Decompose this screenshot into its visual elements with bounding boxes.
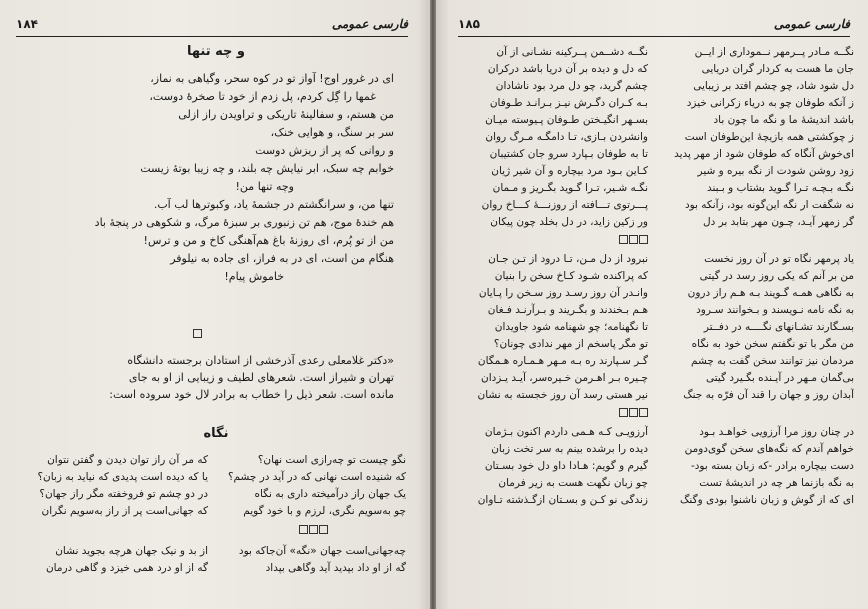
verse-line: ور زکین زاید، در دل بخلد چون پیکان [490, 216, 648, 228]
verse-line: نیر هستی رسد آن روز خجسته به نشان [477, 389, 648, 401]
verse-line: گـر سـپارند ره بـه مـهر هـمـاره هـمگان [477, 355, 648, 367]
verse-line: تا به طوفان بـپارد سرو جان کشتیبان [489, 148, 648, 160]
verse-line: نبرود از دل مـن، تـا درود از تـن جـان [488, 253, 648, 265]
verse-line: نگــه دشــمن پــرکینه نشـانی از آن [496, 46, 648, 58]
verse-line: بـه کـران دگـرش نیـز بـرانـد طـوفان [489, 97, 648, 109]
verse-line: ای که از گوش و زبان ناشنوا بودی وگنگ [680, 494, 854, 506]
square-ornament-icon [193, 329, 202, 338]
verse-separator [220, 523, 406, 540]
verse-line: نه شگفت ار نگه این‌گونه بود، زآنکه بود [684, 199, 854, 211]
verse-line: که دل و دیده بر آن دریا باشد درکران [487, 63, 648, 75]
poem-line: هم خندهٔ موج، هم تن زنبوری بر سبزهٔ مرگ، و شکوهی در پنجهٔ باد [94, 216, 394, 229]
verse-line: وانشردن بـازی، تـا دامگـه مـرگ روان [485, 131, 648, 143]
poem-line: ای در غرور اوج! آواز تو در کوه سحر، وگیاهی به نماز، [150, 72, 394, 85]
left-page-header [16, 14, 408, 34]
author-intro [24, 352, 394, 403]
verse-line: ز آنکه طوفان چو به دریاء زکرانی خیزد [686, 97, 854, 109]
poem-line: وچه تنها من! [235, 180, 294, 193]
right-header-rule [458, 36, 850, 37]
verse-separator [458, 233, 648, 247]
right-page-header [458, 14, 850, 34]
verse-line: دیده را برشده بینم به سر تخت زبان [491, 443, 648, 455]
verse-line: که شنیده است نهانی که در آید در چشم؟ [227, 471, 406, 483]
poem-line: هنگام من است، ای در به فراز، ای جاده به نیلوفر [170, 252, 394, 265]
triple-square-ornament-icon [619, 408, 648, 417]
verse-line: چه‌جهانی‌است جهان «نگه» آن‌جاکه بود [238, 545, 406, 557]
verse-line: مردمان نیز توانند سخن گفت به چشم [691, 355, 854, 367]
verse-line: گه از او درد همی خیزد و گاهی درمان [45, 562, 208, 574]
left-header-rule [16, 36, 408, 37]
intro-line: «دکتر غلامعلی رعدی آذرخشی از استادان برجسته دانشگاه [127, 354, 394, 367]
verse-line: نگـه بـچـه تـرا گـوید بشتاب و بـبند [706, 182, 854, 194]
verse-line: یا که دیده است پدیدی که نیاید به زبان؟ [37, 471, 208, 483]
verse-line: بسـگارند تشـانهای نگــــه در دفــتر [703, 321, 854, 333]
verse-line: چشم گرید، چو دل مرد بود ناشادان [495, 80, 648, 92]
poem-line: و روانی که پر از ریزش دوست [255, 144, 394, 157]
verse-line: ز چوکشتی همه بازیچهٔ این‌طوفان است [684, 131, 854, 143]
verse-line: تا نگهنامه؛ چو شهنامه شود جاویدان [494, 321, 648, 333]
section-separator [193, 323, 202, 342]
verse-line: دست بیچاره برادر -که زبان بسته بود- [690, 460, 854, 472]
poem-line: من از تو پُرم، ای روزنهٔ باغ هم‌آهنگی کاخ و من و ترس! [143, 234, 394, 247]
verse-line: گر زمهر آیـد، چـون مهر بتابد بر دل [702, 216, 854, 228]
right-header-title: فارسی عمومی [773, 17, 850, 31]
right-page-number: ۱۸۵ [458, 17, 480, 31]
intro-line: مانده است. شعر ذیل را خطاب به برادر لال خود سروده است: [109, 388, 394, 401]
left-page [0, 0, 430, 609]
verse-line: هـم بـخندند و بگـریند و بـرآرنـد فـغان [487, 304, 648, 316]
poem-subtitle: نگاه [203, 426, 229, 441]
poem-body [24, 70, 394, 286]
verse-line: گه از او داد بپدید آید وگاهی بپداد [265, 562, 406, 574]
verse-line: تو مگر پاسخم از مهر ندادی چونان؟ [493, 338, 648, 350]
right-verse-columns [458, 44, 854, 509]
verse-line: که پراکنده شـود کـاخ سخن را بنیان [494, 270, 648, 282]
verse-line: که مر آن راز توان دیدن و گفتن نتوان [47, 454, 208, 466]
left-page-number: ۱۸۴ [16, 17, 38, 31]
verse-line: جان ما هست به کردار گران دریایی [701, 63, 854, 75]
right-verse-column-right [664, 44, 854, 509]
verse-line: کـاین بـود مرد بیچاره و آن شیر ژیان [491, 165, 648, 177]
poem-line: غمها را گِل کردم، پل زدم از خود تا صخرهٔ دوست، [149, 90, 376, 103]
poem-line: من هستم، و سفالینهٔ تاریکی و تراویدن راز ازلی [178, 108, 394, 121]
poem-line: خاموش پیام! [224, 270, 284, 283]
verse-line: بسـهر انگیـختن طـوفان پـیوسته میـان [485, 114, 648, 126]
verse-columns [22, 452, 406, 577]
verse-line: آرزویـی کـه هـمی داردم اکنون بـژمان [484, 426, 648, 438]
verse-line: زود روشن شودت از نگه بیره و شیر [697, 165, 854, 177]
verse-line: بی‌گمان مـهر در آیـنده بگـیرد گیتی [705, 372, 854, 384]
verse-separator-spacer [664, 406, 854, 420]
verse-line: زندگی نو کـن و بسـتان ازگـذشته تـاوان [477, 494, 648, 506]
verse-line: گیرم و گویم: هـادا داو دل خود بسـتان [484, 460, 648, 472]
verse-line: دل شود شاد، چو چشم افتد بر زیبایی [693, 80, 854, 92]
verse-separator [458, 406, 648, 420]
verse-line: خواهم آندم که نگه‌های سخن گوی‌دومن [684, 443, 854, 455]
poem-line: سر بر سنگ، و هوایی خنک، [270, 126, 394, 139]
verse-line: من بر آنم که یکی روز رسد در گیتی [699, 270, 854, 282]
triple-square-ornament-icon [619, 235, 648, 244]
verse-line: نگو چیست تو چه‌رازی است نهان؟ [257, 454, 406, 466]
verse-line: به نگه بازنما هر چه در اندیشهٔ تست [699, 477, 854, 489]
verse-line: یک جهان راز درآمیخته داری به نگاه [254, 488, 406, 500]
verse-line: نگــه مـادر پــرمهر نــموداری از ایــن [694, 46, 854, 58]
verse-line: به نگاهی همـه گـویند بـه هـم راز درون [687, 287, 854, 299]
verse-line: چو به‌سویم نگری، لرزم و با خود گویم [243, 505, 406, 517]
poem-title: و چه تنها [186, 44, 246, 59]
verse-column-right [220, 452, 406, 577]
right-page [436, 0, 868, 609]
verse-line: باشد اندیشهٔ ما و نگه ما چون باد [713, 114, 854, 126]
verse-line: که جهانی‌است پر از راز به‌سویم نگران [41, 505, 208, 517]
verse-line: آبدان روز و جهان را قند آن فرّه به جنگ [683, 389, 854, 401]
poem-line: خوابم چه سبک، ابر نیایش چه بلند، و چه زیبا بوتهٔ زیست [140, 162, 394, 175]
verse-line: نگـه شـیر، تـرا گـوید بگـریز و مـمان [492, 182, 648, 194]
verse-separator-spacer [664, 233, 854, 247]
verse-line: به نگه نامه نـویسند و بـخوانند سـرود [696, 304, 854, 316]
verse-line: چـیره بـر اهـرمن خـیره‌سر، آیـد یـزدان [481, 372, 648, 384]
verse-line: وانـدر آن روز رسـد روز سـخن را پـایان [478, 287, 648, 299]
verse-column-left [22, 452, 208, 577]
verse-line: از بد و نیک جهان هرچه بجوید نشان [55, 545, 208, 557]
intro-line: تهران و شیراز است. شعرهای لطیف و زیبایی از او به جای [128, 371, 394, 384]
verse-line: در چنان روز مرا آرزویی خواهـد بـود [699, 426, 854, 438]
poem-line: تنها من، و سرانگشتم در جشمهٔ یاد، وکبوترها لب آب. [153, 198, 394, 211]
verse-line: یاد پرمهر نگاه تو در آن روز نخست [704, 253, 854, 265]
verse-line: من مگر با تو نگفتم سخن خود به نگاه [691, 338, 854, 350]
verse-line: ای‌خوش آنگاه که طوفان شود از مهر پدید [674, 148, 854, 160]
verse-line: چو زبان نگهت هست به زیر فرمان [498, 477, 648, 489]
left-header-title: فارسی عمومی [331, 17, 408, 31]
verse-line: پـــرتوی تـــافته از روزنـــهٔ کـــاخ روان [481, 199, 648, 211]
right-verse-column-left [458, 44, 648, 509]
triple-square-ornament-icon [299, 525, 328, 534]
verse-line: در دو چشم تو فروخفته مگر راز جهان؟ [39, 488, 208, 500]
